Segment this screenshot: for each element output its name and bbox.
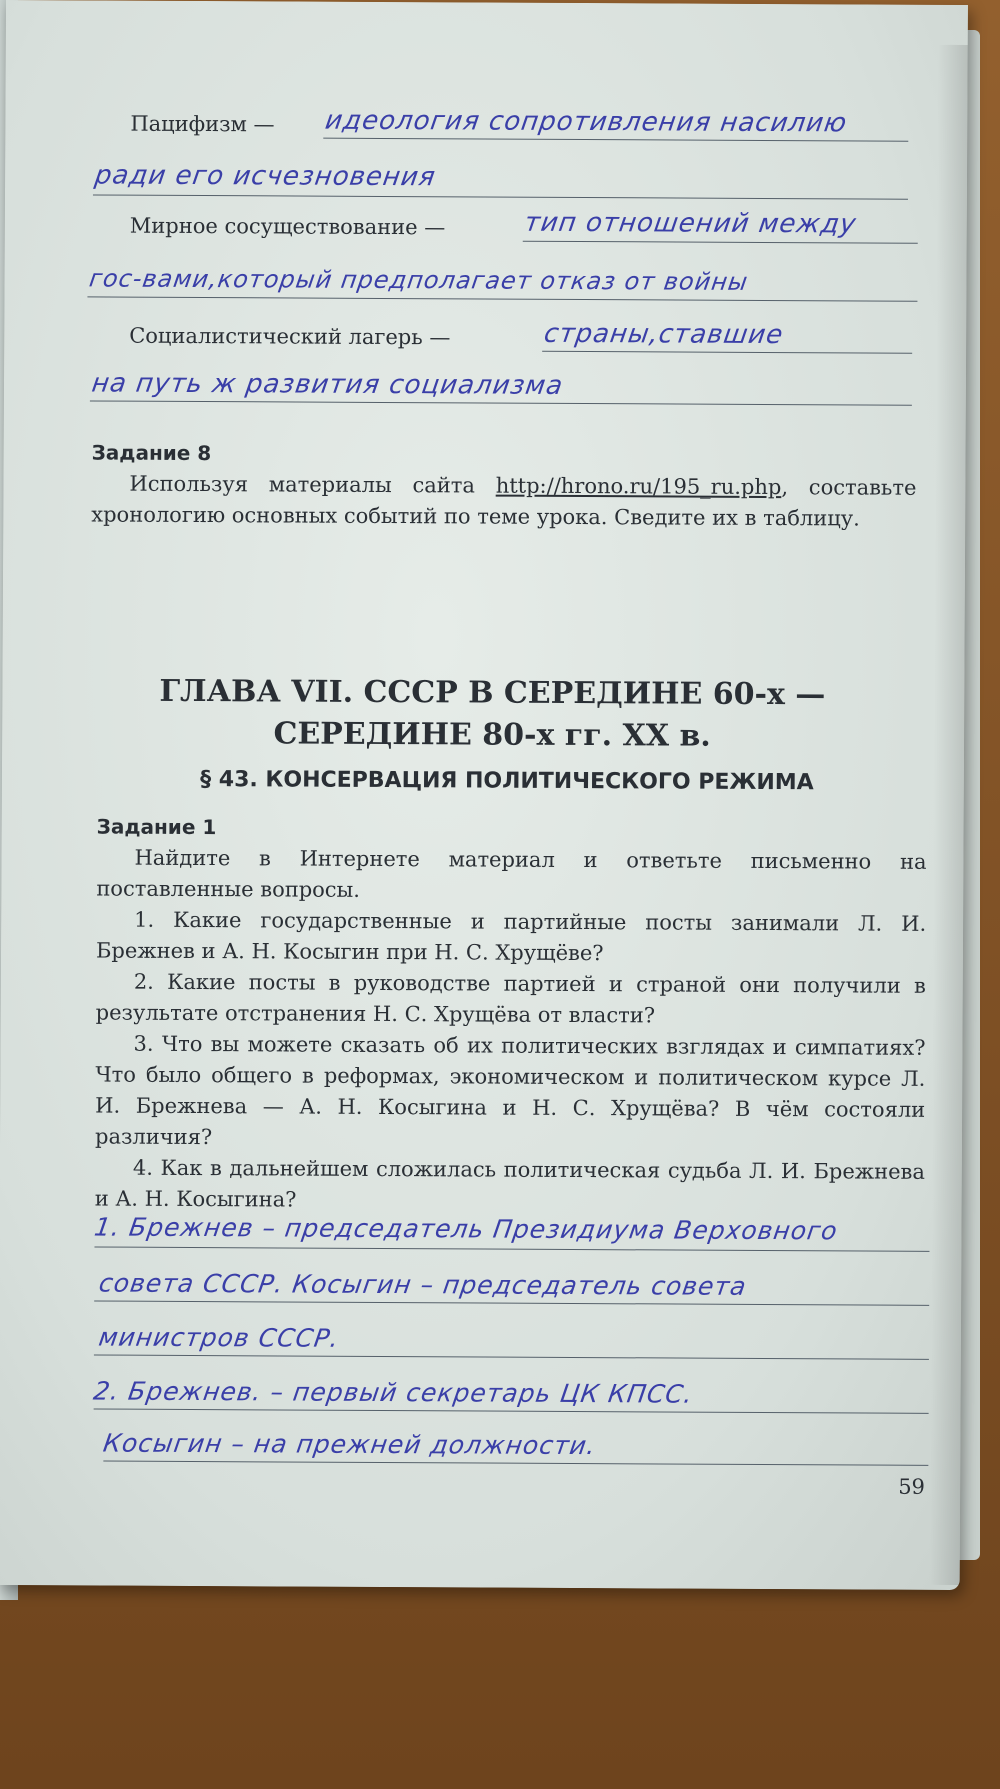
definition-term-2: Мирное сосуществование — bbox=[129, 213, 446, 240]
definition-answer-2a: тип отношений между bbox=[522, 207, 859, 240]
task1-answer-line-1: 1. Брежнев – председатель Президиума Верховного bbox=[92, 1212, 840, 1246]
task8-text bbox=[91, 468, 916, 534]
chapter-title bbox=[112, 671, 872, 759]
definition-answer-3b: на путь ж развития социализма bbox=[89, 368, 566, 401]
answer-line bbox=[90, 400, 912, 405]
task1-answer-line-3: министров СССР. bbox=[96, 1322, 342, 1353]
task8-text-before: Используя материалы сайта bbox=[129, 471, 496, 498]
task1-intro: Найдите в Интернете материал и ответьте письменно на поставленные вопросы. bbox=[96, 845, 927, 902]
definition-answer-1b: ради его исчезновения bbox=[92, 160, 438, 193]
task1-question-1: 1. Какие государственные и партийные посты занимали Л. И. Брежнев и А. Н. Косыгин при Н. С. Хрущёве? bbox=[95, 907, 927, 966]
page-number: 59 bbox=[898, 1474, 926, 1499]
chapter-title-line1: ГЛАВА VII. СССР В СЕРЕДИНЕ 60-х — bbox=[159, 673, 826, 713]
definition-term-1: Пацифизм — bbox=[130, 111, 275, 137]
answer-line bbox=[93, 194, 908, 199]
answer-line bbox=[94, 1354, 929, 1359]
answer-line bbox=[103, 1461, 928, 1466]
task1-question-2: 2. Какие посты в руководстве партией и страной они получили в результате отстранения Н. С. Хрущёва от власти? bbox=[95, 969, 926, 1028]
definition-answer-1a: идеология сопротивления насилию bbox=[323, 105, 850, 139]
task8-title: Задание 8 bbox=[91, 440, 212, 466]
task1-body bbox=[95, 842, 927, 1218]
definition-answer-3a: страны,ставшие bbox=[542, 318, 786, 351]
answer-line bbox=[94, 1246, 929, 1251]
task1-title: Задание 1 bbox=[96, 814, 217, 840]
answer-line bbox=[87, 296, 917, 301]
definition-term-3: Социалистический лагерь — bbox=[129, 323, 451, 350]
answer-line bbox=[94, 1300, 929, 1305]
answer-line bbox=[94, 1408, 929, 1413]
task8-text-after: , составьте хронологию основных событий по теме урока. Сведите их в таблицу. bbox=[91, 475, 917, 531]
section-title: § 43. КОНСЕРВАЦИЯ ПОЛИТИЧЕСКОГО РЕЖИМА bbox=[200, 767, 814, 796]
answer-line bbox=[523, 241, 918, 244]
task1-answer-line-4: 2. Брежнев. – первый секретарь ЦК КПСС. bbox=[91, 1376, 696, 1409]
answer-line bbox=[542, 351, 912, 354]
chapter-title-line2: СЕРЕДИНЕ 80-х гг. XX в. bbox=[273, 716, 711, 754]
task1-question-3: 3. Что вы можете сказать об их политических взглядах и симпатиях? Что было общего в реформах, экономическом и политическом курсе Л. И. Брежнева — А. Н. Косыгина и Н. С. Хрущёва? В чём состояли различия? bbox=[94, 1031, 926, 1150]
task1-answer-line-2: совета СССР. Косыгин – председатель совета bbox=[97, 1268, 749, 1301]
task8-link[interactable]: http://hrono.ru/195_ru.php bbox=[495, 473, 782, 500]
task1-answer-line-5: Косыгин – на прежней должности. bbox=[101, 1428, 599, 1461]
task1-question-4: 4. Как в дальнейшем сложилась политическая судьба Л. И. Брежнева и А. Н. Косыгина? bbox=[94, 1155, 925, 1212]
definition-answer-2b: гос-вами,который предполагает отказ от войны bbox=[87, 264, 751, 296]
